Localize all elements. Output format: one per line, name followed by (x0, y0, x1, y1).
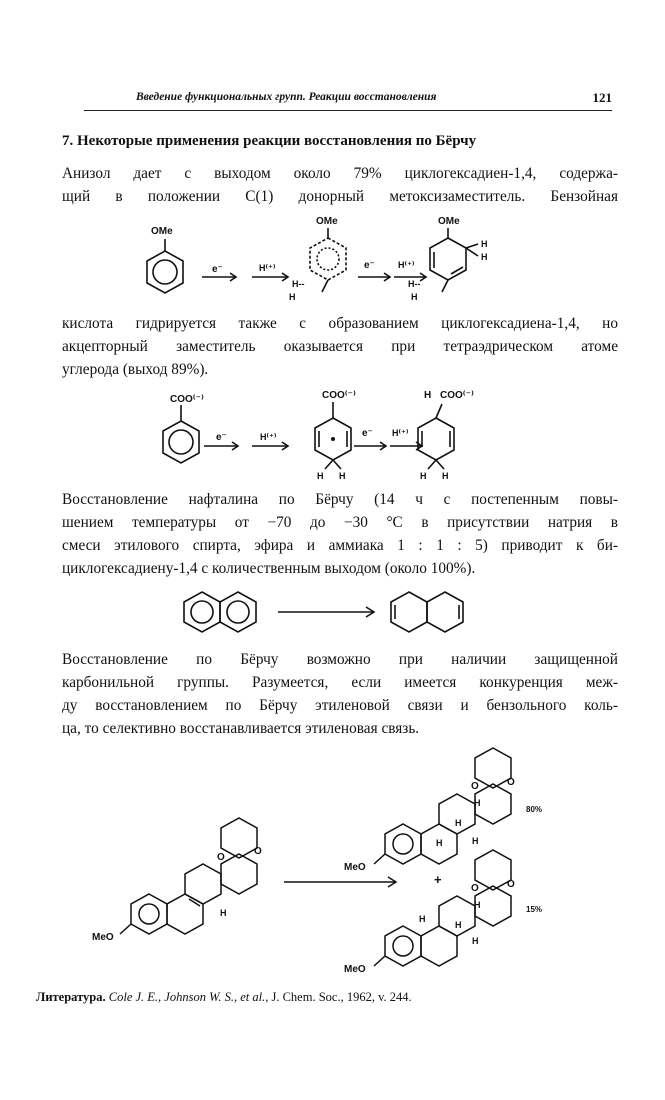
text-line: карбонильной группы. Разумеется, если имеется конкуренция меж- (62, 674, 618, 691)
literature-reference (36, 990, 412, 1005)
h-label: H (472, 836, 479, 846)
proton-label: H⁽⁺⁾ (259, 263, 276, 273)
o-label: O (254, 846, 262, 857)
h-label: H (455, 920, 462, 930)
h-label: H (474, 900, 481, 910)
paragraph-anisole (62, 162, 618, 208)
meo-label: MeO (92, 932, 114, 943)
plus-sign: + (434, 872, 442, 887)
h-dash-label: H-- (292, 279, 305, 289)
o-label: O (507, 777, 515, 788)
text-line: кислота гидрируется также с образованием циклогексадиена-1,4, но (62, 315, 618, 332)
page-number: 121 (592, 90, 612, 105)
h-label: H (339, 471, 346, 481)
h-label: H (289, 292, 296, 302)
benzoic-acid-reduction-scheme (0, 380, 665, 480)
o-label: O (507, 879, 515, 890)
text-line: Восстановление по Бёрчу возможно при наличии защищенной (62, 651, 618, 668)
h-label: H (419, 914, 426, 924)
text-line: Восстановление нафталина по Бёрчу (14 ч с постепенным повы- (62, 491, 618, 508)
yield-bottom: 15% (526, 905, 543, 914)
literature-authors: Cole J. E., Johnson W. S., et al., (108, 990, 269, 1004)
paragraph-steroid (62, 648, 618, 740)
coo-label: COO⁽⁻⁾ (440, 390, 474, 401)
h-label: H (455, 818, 462, 828)
ome-label: OMe (438, 216, 460, 227)
yield-top: 80% (526, 805, 543, 814)
text-line: акцепторный заместитель оказывается при тетраэдрическом атоме (62, 338, 618, 355)
h-label: H (442, 471, 449, 481)
h-label: H (436, 838, 443, 848)
electron-label: e⁻ (364, 260, 375, 271)
coo-label: COO⁽⁻⁾ (170, 394, 204, 405)
electron-label: e⁻ (362, 428, 373, 439)
h-label: H (420, 471, 427, 481)
section-title: 7. Некоторые применения реакции восстановления по Бёрчу (62, 133, 477, 149)
paragraph-benzoic-acid (62, 312, 618, 381)
text-line: циклогексадиену-1,4 с количественным выходом (около 100%). (62, 560, 476, 577)
text-line: смеси этилового спирта, эфира и аммиака 1 : 1 : 5) приводит к би- (62, 537, 618, 554)
h-label: H (424, 390, 432, 401)
literature-label: Литература. (36, 990, 106, 1004)
coo-label: COO⁽⁻⁾ (322, 390, 356, 401)
meo-label: MeO (344, 862, 366, 873)
anisole-reduction-scheme (0, 212, 665, 312)
literature-source: J. Chem. Soc., 1962, v. 244. (271, 990, 412, 1004)
h-label: H (317, 471, 324, 481)
proton-label: H⁽⁺⁾ (260, 432, 277, 442)
h-label: H (481, 239, 488, 249)
h-label: H (472, 936, 479, 946)
h-label: H (220, 908, 227, 918)
text-line: углерода (выход 89%). (62, 361, 209, 378)
h-label: H (474, 798, 481, 808)
h-dash-label: H-- (408, 279, 421, 289)
text-line: ца, то селективно восстанавливается этиленовая связь. (62, 720, 420, 737)
text-line: щий в положении C(1) донорный метоксизаместитель. Бензойная (62, 188, 618, 205)
text-line: шением температуры от −70 до −30 °C в присутствии натрия в (62, 514, 618, 531)
meo-label: MeO (344, 964, 366, 975)
electron-label: e⁻ (212, 264, 223, 275)
proton-label: H⁽⁺⁾ (392, 428, 409, 438)
proton-label: H⁽⁺⁾ (398, 260, 415, 270)
h-label: H (411, 292, 418, 302)
running-title: Введение функциональных групп. Реакции восстановления (136, 91, 437, 103)
o-label: O (471, 883, 479, 894)
o-label: O (471, 781, 479, 792)
ome-label: OMe (316, 216, 338, 227)
page-header (84, 88, 612, 111)
text-line: ду восстановлением по Бёрчу этиленовой связи и бензольного коль- (62, 697, 618, 714)
steroid-reduction-scheme (0, 740, 665, 980)
paragraph-naphthalene (62, 488, 618, 580)
electron-label: e⁻ (216, 432, 227, 443)
h-label: H (481, 252, 488, 262)
ome-label: OMe (151, 226, 173, 237)
naphthalene-reduction-scheme (0, 583, 665, 643)
text-line: Анизол дает с выходом около 79% циклогексадиен-1,4, содержа- (62, 165, 618, 182)
o-label: O (217, 852, 225, 863)
